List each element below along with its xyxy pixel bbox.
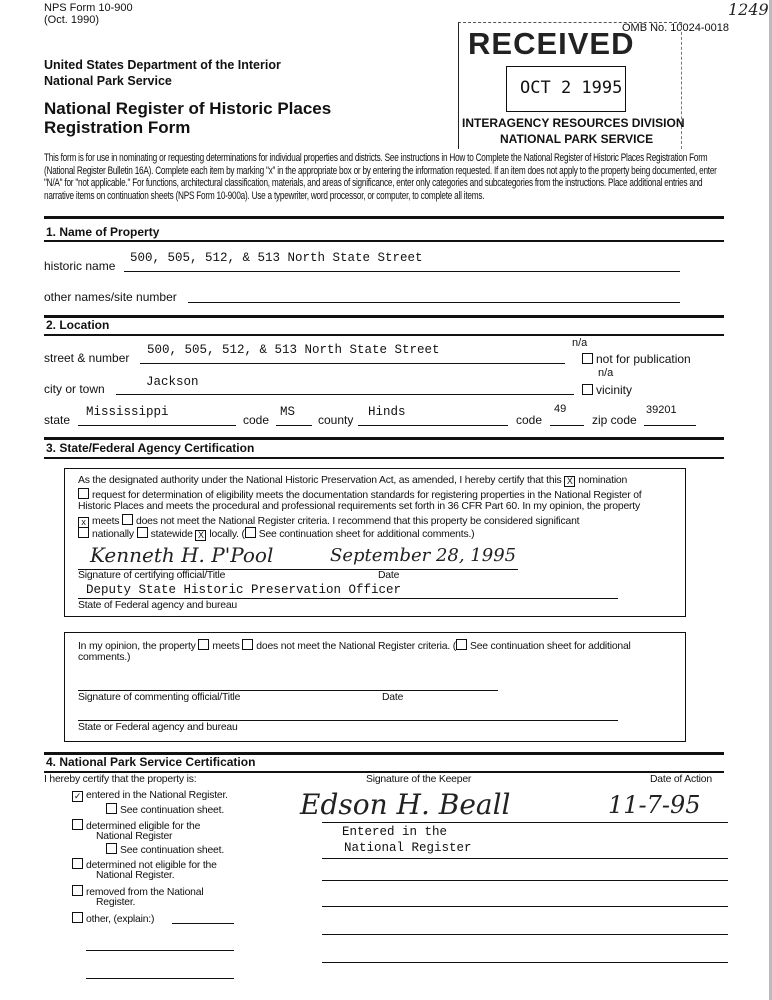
section-4-heading: 4. National Park Service Certification xyxy=(46,755,256,769)
section-1-heading: 1. Name of Property xyxy=(46,225,160,239)
zip-field[interactable] xyxy=(644,425,696,426)
county-value: Hinds xyxy=(368,405,406,419)
opinion-does-not-meet-checkbox[interactable] xyxy=(242,639,253,650)
certification-line-3: Historic Places and meets the procedural and professional requirements set forth in 36 CFR Part 60. In my opinion, the property xyxy=(78,501,640,512)
other-option[interactable]: other, (explain:) xyxy=(72,912,154,927)
historic-name-field[interactable] xyxy=(124,271,680,272)
stamp-service: NATIONAL PARK SERVICE xyxy=(500,132,654,146)
keeper-line xyxy=(322,934,728,935)
date-label: Date xyxy=(378,570,400,581)
other-explain-field[interactable] xyxy=(172,923,234,924)
zip-value: 39201 xyxy=(646,404,677,416)
state-label: state xyxy=(44,413,71,427)
na-note: n/a xyxy=(572,337,588,349)
agency-label: State of Federal agency and bureau xyxy=(78,600,237,611)
code-label: code xyxy=(243,413,270,427)
opinion-line-1: In my opinion, the property meets does not meet the National Register criteria. ( See continuation sheet for additional xyxy=(78,641,631,652)
not-eligible-option[interactable]: determined not eligible for the xyxy=(72,858,217,873)
continuation-checkbox[interactable] xyxy=(245,527,256,538)
continuation-option[interactable]: See continuation sheet. xyxy=(106,843,224,858)
commenting-agency-label: State or Federal agency and bureau xyxy=(78,722,238,733)
entered-stamp-line-1: Entered in the xyxy=(342,825,448,839)
handwritten-number: 1249 xyxy=(728,0,769,19)
request-checkbox[interactable] xyxy=(78,488,89,499)
certification-line-5: nationally statewide X locally. ( See continuation sheet for additional comments.) xyxy=(78,527,474,542)
not-for-publication-label: not for publication xyxy=(596,352,691,366)
entered-option[interactable]: ✓ entered in the National Register. xyxy=(73,790,228,801)
historic-name-value: 500, 505, 512, & 513 North State Street xyxy=(130,251,423,265)
statewide-checkbox[interactable] xyxy=(137,527,148,538)
not-for-publication-checkbox[interactable] xyxy=(582,352,691,366)
commenting-signature-label: Signature of commenting official/Title xyxy=(78,692,241,703)
stamp-division: INTERAGENCY RESOURCES DIVISION xyxy=(462,116,685,130)
locally-checkbox[interactable]: X xyxy=(195,530,206,541)
city-value: Jackson xyxy=(146,375,199,389)
page-title: National Register of Historic Places xyxy=(44,99,332,118)
county-code-label: code xyxy=(516,413,543,427)
certification-line-2: request for determination of eligibility meets the documentation standards for registering properties in the National Register of xyxy=(78,488,641,503)
county-label: county xyxy=(318,413,354,427)
keeper-line xyxy=(322,962,728,963)
county-field[interactable] xyxy=(358,425,508,426)
meets-checkbox[interactable]: x xyxy=(78,517,89,528)
county-code-field[interactable] xyxy=(550,425,584,426)
certification-line-4: x meets does not meet the National Register criteria. I recommend that this property be considered significant xyxy=(78,514,579,529)
opinion-meets-checkbox[interactable] xyxy=(198,639,209,650)
signature-date: September 28, 1995 xyxy=(330,545,517,566)
zip-label: zip code xyxy=(592,413,637,427)
section-divider xyxy=(44,315,724,318)
department: United States Department of the Interior xyxy=(44,58,281,72)
removed-option-line-2: Register. xyxy=(96,897,136,908)
other-explain-field[interactable] xyxy=(86,978,234,979)
section-divider xyxy=(44,240,724,242)
section-divider xyxy=(44,457,724,459)
eligible-option[interactable]: determined eligible for the xyxy=(72,819,200,834)
date-of-action-label: Date of Action xyxy=(650,774,712,785)
keeper-line xyxy=(322,822,728,823)
eligible-option-line-2: National Register xyxy=(96,831,173,842)
form-date: (Oct. 1990) xyxy=(44,14,100,26)
historic-name-label: historic name xyxy=(44,259,116,273)
entered-checkbox: ✓ xyxy=(73,791,82,801)
commenting-signature-field[interactable] xyxy=(78,690,498,691)
other-explain-field[interactable] xyxy=(86,950,234,951)
certifying-signature: Kenneth H. P'Pool xyxy=(90,543,274,567)
section-3-heading: 3. State/Federal Agency Certification xyxy=(46,441,255,455)
vicinity-checkbox[interactable] xyxy=(582,383,632,397)
continuation-option[interactable]: See continuation sheet. xyxy=(106,803,224,818)
other-names-label: other names/site number xyxy=(44,290,177,304)
not-eligible-option-line-2: National Register. xyxy=(96,870,175,881)
code-value: MS xyxy=(280,405,296,419)
received-stamp-text: RECEIVED xyxy=(468,26,635,61)
street-value: 500, 505, 512, & 513 North State Street xyxy=(147,343,440,357)
entered-stamp-line-2: National Register xyxy=(344,841,472,855)
keeper-line xyxy=(322,858,728,859)
keeper-line xyxy=(322,906,728,907)
signature-label: Signature of certifying official/Title xyxy=(78,570,226,581)
keeper-signature: Edson H. Beall xyxy=(300,788,511,821)
certification-line-1: As the designated authority under the National Historic Preservation Act, as amended, I hereby certify that this X nomination xyxy=(78,475,628,486)
keeper-line xyxy=(322,880,728,881)
nomination-checkbox[interactable]: X xyxy=(564,476,575,487)
opinion-continuation-checkbox[interactable] xyxy=(456,639,467,650)
form-number: NPS Form 10-900 xyxy=(44,2,133,14)
does-not-meet-checkbox[interactable] xyxy=(122,514,133,525)
opinion-line-2: comments.) xyxy=(78,652,131,663)
commenting-date-label: Date xyxy=(382,692,404,703)
section-divider xyxy=(44,216,724,219)
section-divider xyxy=(44,771,724,773)
agency: National Park Service xyxy=(44,74,172,88)
section-divider xyxy=(44,334,724,336)
county-code-value: 49 xyxy=(554,403,567,415)
city-label: city or town xyxy=(44,382,105,396)
official-title-value: Deputy State Historic Preservation Officer xyxy=(86,583,402,597)
keeper-signature-label: Signature of the Keeper xyxy=(366,774,472,785)
section-2-heading: 2. Location xyxy=(46,318,110,332)
state-value: Mississippi xyxy=(86,405,169,419)
na-note: n/a xyxy=(598,367,614,379)
state-field[interactable] xyxy=(78,425,236,426)
street-label: street & number xyxy=(44,351,130,365)
removed-option[interactable]: removed from the National xyxy=(72,885,203,900)
nationally-checkbox[interactable] xyxy=(78,527,89,538)
instructions-text: This form is for use in nominating or requesting determinations for individual properties and districts. See instructions in How to Complete the National Register of Historic Places Registration Form (National Register Bulletin 16A). Complete each item by marking "x" in the appropriate box or by entering the information requested. If an item does not apply to the property being documented, enter "N/A" for "not applicable." For functions, architectural classification, materials, and areas of significance, enter only categories and subcategories from the instructions. Place additional entries and narrative items on continuation sheets (NPS Form 10-900a). Use a typewriter, word processor, or computer, to complete all items. xyxy=(44,152,717,202)
action-date: 11-7-95 xyxy=(608,791,701,819)
city-field[interactable] xyxy=(116,394,574,395)
page-subtitle: Registration Form xyxy=(44,118,191,137)
commenting-agency-field[interactable] xyxy=(78,720,618,721)
stamp-date: OCT 2 1995 xyxy=(520,78,623,98)
certify-text: I hereby certify that the property is: xyxy=(44,774,197,785)
omb-number: OMB No. 10024-0018 xyxy=(622,22,730,34)
other-names-field[interactable] xyxy=(188,302,680,303)
agency-line xyxy=(78,598,618,599)
street-field[interactable] xyxy=(140,363,565,364)
code-field[interactable] xyxy=(276,425,312,426)
section-divider xyxy=(44,437,724,440)
vicinity-label: vicinity xyxy=(596,383,633,397)
